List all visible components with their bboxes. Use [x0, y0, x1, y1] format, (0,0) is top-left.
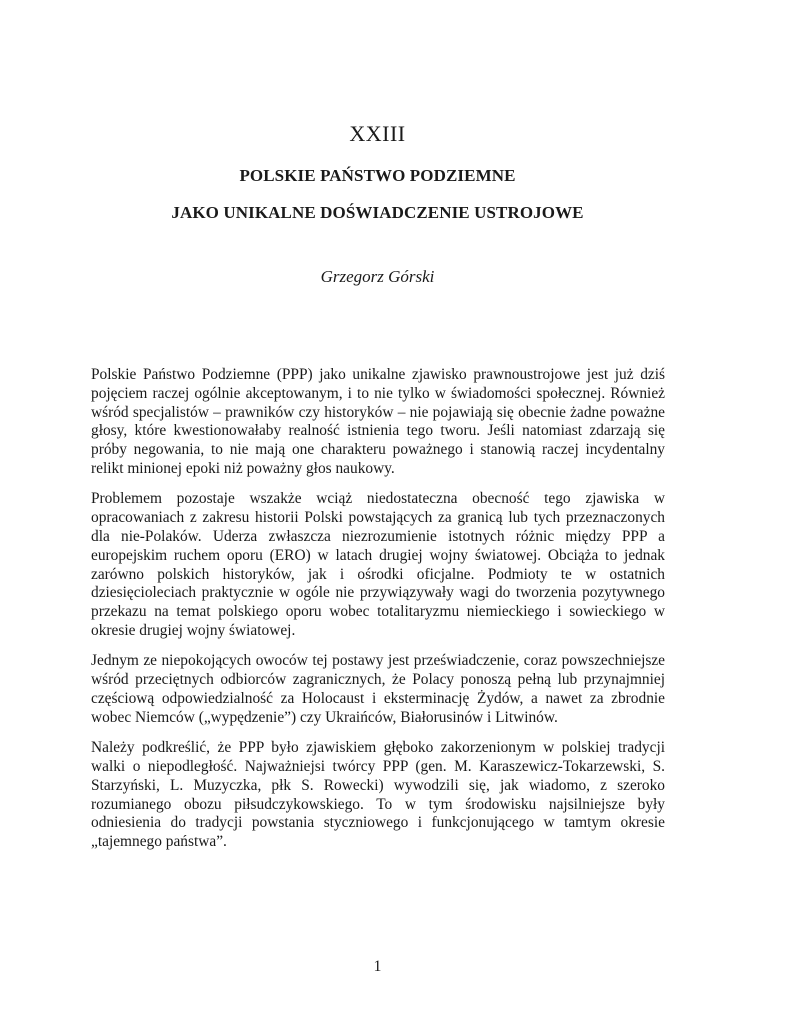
paragraph-1: Polskie Państwo Podziemne (PPP) jako unikalne zjawisko prawnoustrojowe jest już dziś pojęciem raczej ogólnie akceptowanym, i to nie tylko w świadomości społecznej. Również wśród specjalistów – prawników czy historyków – nie pojawiają się obecnie żadne poważne głosy, które kwestionowałaby realność istnienia tego tworu. Jeśli natomiast zdarzają się próby negowania, to nie mają one charakteru poważnego i stanowią raczej incydentalny relikt minionej epoki niż poważny głos naukowy. [91, 366, 665, 477]
paragraph-4: Należy podkreślić, że PPP było zjawiskiem głęboko zakorzenionym w polskiej tradycji walki o niepodległość. Najważniejsi twórcy PPP (gen. M. Karaszewicz-Tokarzewski, S. Starzyński, L. Muzyczka, płk S. Rowecki) wywodzili się, jak wiadomo, z szeroko rozumianego obozu piłsudczykowskiego. To w tym środowisku najsilniejsze były odniesienia do tradycji powstania styczniowego i funkcjonującego w tamtym okresie „tajemnego państwa”. [91, 739, 665, 851]
page-number: 1 [373, 958, 382, 975]
chapter-number: XXIII [349, 121, 406, 146]
author-name: Grzegorz Górski [320, 267, 435, 286]
body-text [91, 366, 665, 864]
paragraph-2: Problemem pozostaje wszakże wciąż niedostateczna obecność tego zjawiska w opracowaniach z zakresu historii Polski powstających za granicą lub tych przeznaczonych dla nie-Polaków. Uderza zwłaszcza niezrozumienie istotnych różnic między PPP a europejskim ruchem oporu (ERO) w latach drugiej wojny światowej. Obciąża to jednak zarówno polskich historyków, jak i ośrodki oficjalne. Podmioty te w ostatnich dziesięcioleciach praktycznie w ogóle nie przywiązywały wagi do tworzenia pozytywnego przekazu na temat polskiego oporu wobec totalitaryzmu niemieckiego i sowieckiego w okresie drugiej wojny światowej. [91, 490, 665, 639]
chapter-title-line-2: JAKO UNIKALNE DOŚWIADCZENIE USTROJOWE [171, 203, 584, 222]
chapter-title-line-1: POLSKIE PAŃSTWO PODZIEMNE [239, 166, 516, 185]
paragraph-3: Jednym ze niepokojących owoców tej postawy jest przeświadczenie, coraz powszechniejsze wśród przeciętnych odbiorców zagranicznych, że Polacy ponoszą pełną lub przynajmniej częściową odpowiedzialność za Holocaust i eksterminację Żydów, a nawet za zbrodnie wobec Niemców („wypędzenie”) czy Ukraińców, Białorusinów i Litwinów. [91, 652, 665, 726]
